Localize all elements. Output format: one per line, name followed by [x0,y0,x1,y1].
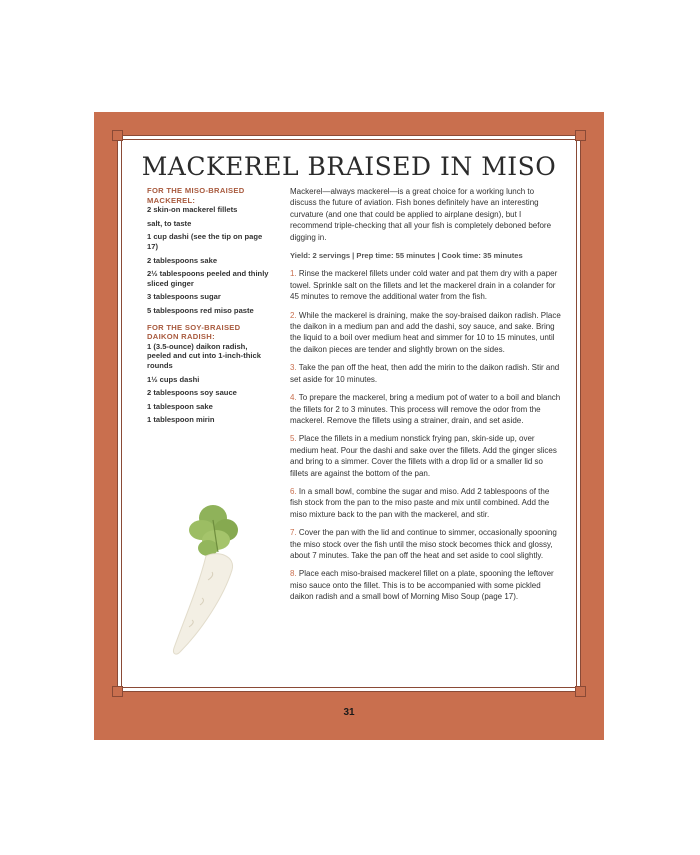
ingredient-item: 2 tablespoons sake [147,255,218,265]
step-number: 6. [290,486,297,496]
ingredient-item: 1 tablespoon mirin [147,415,215,425]
step [290,433,562,479]
card-corner-ornament [112,130,123,141]
daikon-radish-illustration [158,500,263,660]
page-number: 31 [343,707,355,718]
ingredient-item: 2 tablespoons soy sauce [147,388,237,398]
ingredient-item: 1 cup dashi (see the tip on page 17) [147,232,263,251]
ingredient-item: 5 tablespoons red miso paste [147,305,254,315]
ingredients-column [147,186,272,429]
step-number: 4. [290,393,297,403]
step-text: In a small bowl, combine the sugar and miso. Add 2 tablespoons of the fish stock from the pan to the miso paste and mix until combined. Add the miso mixture back to the pan with the mackerel, and stir. [290,486,550,519]
step-text: Take the pan off the heat, then add the mirin to the daikon radish. Stir and set aside for 10 minutes. [290,363,560,384]
step [290,362,562,385]
ingredient-item: 1½ cups dashi [147,374,200,384]
step [290,568,562,602]
step-number: 2. [290,310,297,320]
ingredient-item: 2½ tablespoons peeled and thinly sliced ginger [147,269,269,288]
step-number: 5. [290,434,297,444]
recipe-title: MACKEREL BRAISED IN MISO [141,152,557,181]
step [290,527,562,561]
step-text: While the mackerel is draining, make the soy-braised daikon radish. Place the daikon in a medium pan and add the dashi, soy sauce, and sake. Bring the liquid to a boil over medium heat and simmer for 10 to 15 minutes, until the daikon pieces are tender and slightly brown on the sides. [290,310,561,354]
ingredient-item: salt, to taste [147,218,192,228]
step-number: 3. [290,363,297,373]
step-number: 1. [290,269,297,279]
ingredients-heading-mackerel: FOR THE MISO-BRAISED MACKEREL: [147,186,245,205]
recipe-meta: Yield: 2 servings | Prep time: 55 minutes | Cook time: 35 minutes [290,251,523,261]
step-text: Rinse the mackerel fillets under cold water and pat them dry with a paper towel. Sprinkle salt on the fillets and let the mackerel drain in a colander for 45 minutes to remove the additional water from the fish. [290,269,558,302]
ingredient-item: 2 skin-on mackerel fillets [147,205,238,215]
step-text: Cover the pan with the lid and continue to simmer, occasionally spooning the miso stock over the fish until the miso stock becomes thick and glossy, about 7 minutes. Take the pan off the heat and set aside to cool slightly. [290,528,557,560]
card-corner-ornament [575,686,586,697]
step-text: Place each miso-braised mackerel fillet on a plate, spooning the leftover miso sauce onto the fillet. This is to be accompanied with some pickled daikon radish and a small bowl of Morning Miso Soup (page 17). [290,569,554,602]
ingredients-heading-daikon: FOR THE SOY-BRAISED DAIKON RADISH: [147,322,241,342]
step [290,486,562,520]
instructions-column [290,186,562,610]
step-number: 7. [290,528,297,538]
step-text: To prepare the mackerel, bring a medium pot of water to a boil and blanch the fillets for 2 to 3 minutes. This process will remove the odor from the mackerel. Remove the fillets using a strainer, drain, and set aside. [290,393,561,425]
ingredient-item: 3 tablespoons sugar [147,292,221,302]
step [290,268,562,302]
ingredient-item: 1 tablespoon sake [147,401,213,411]
step-number: 8. [290,569,297,579]
ingredient-item: 1 (3.5-ounce) daikon radish, peeled and cut into 1-inch-thick rounds [147,341,261,370]
recipe-intro: Mackerel—always mackerel—is a great choice for a working lunch to discuss the future of aviation. Fish bones definitely have an interesting curvature (and one that could be applied to airplane design), but I recommend triple-checking that all your fish is completely deboned before digging in. [290,187,552,242]
step [290,392,562,426]
card-corner-ornament [112,686,123,697]
card-corner-ornament [575,130,586,141]
step-text: Place the fillets in a medium nonstick frying pan, skin-side up, over medium heat. Pour the dashi and sake over the fillets. Add the ginger slices and bring to a simmer. Cover the fillets with a drop lid or a smaller lid so fillets are against the bottom of the pan. [290,434,557,478]
step [290,310,562,356]
